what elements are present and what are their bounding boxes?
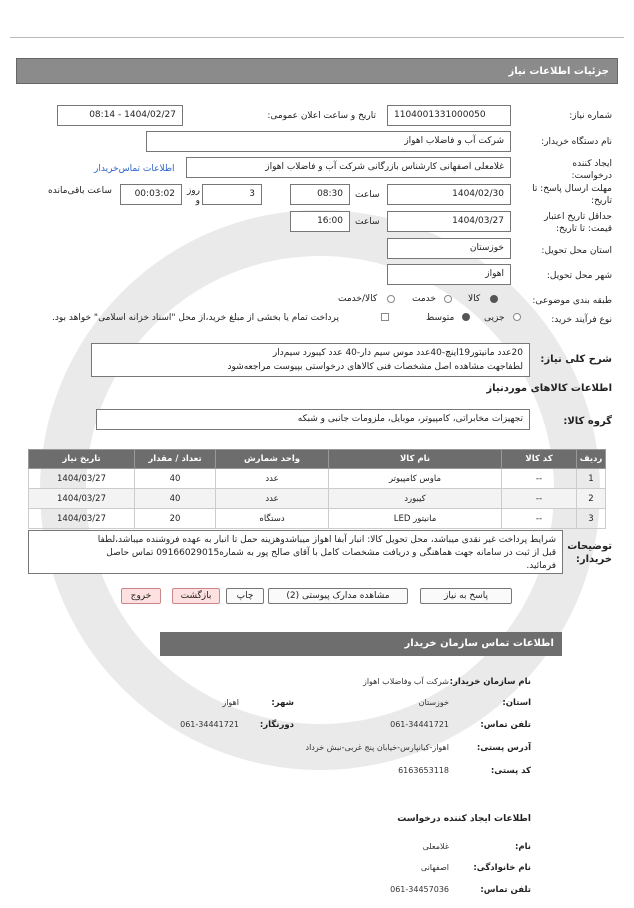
contact-city-value: اهواز (222, 698, 239, 707)
contact-postal-label: کد پستی: (490, 766, 531, 776)
cell-row: 1 (577, 469, 606, 489)
province-field: خوزستان (387, 238, 511, 259)
category-option-service: خدمت (412, 294, 436, 304)
items-table-wrapper (28, 449, 606, 529)
category-label: طبقه بندی موضوعی: (532, 296, 612, 306)
col-qty: تعداد / مقدار (135, 450, 216, 469)
buyer-notes-line-2: قبل از ثبت در سامانه جهت هماهنگی و دریافت مشخصات کامل با آقای صالح پور به شماره09166029015 تماس حاصل (106, 548, 556, 558)
announce-field: 1404/02/27 - 08:14 (57, 105, 183, 126)
table-row (29, 509, 606, 529)
print-button[interactable]: چاپ (226, 588, 264, 604)
creator-phone-label: تلفن تماس: (480, 885, 531, 895)
cell-date: 1404/03/27 (29, 509, 135, 529)
exit-button[interactable]: خروج (121, 588, 161, 604)
table-row (29, 489, 606, 509)
col-code: کد کالا (502, 450, 577, 469)
process-radio-minor[interactable] (513, 313, 521, 321)
goods-group-field: تجهیزات مخابراتی، کامپیوتر، موبایل، ملزومات جانبی و شبکه (96, 409, 530, 430)
city-field: اهواز (387, 264, 511, 285)
cell-code: -- (502, 509, 577, 529)
top-divider (10, 37, 624, 38)
province-label: استان محل تحویل: (541, 246, 612, 256)
payment-note: پرداخت تمام یا بخشی از مبلغ خرید،از محل "اسناد خزانه اسلامی" خواهد بود. (52, 313, 340, 323)
goods-group-label: گروه کالا: (563, 416, 612, 427)
contact-postal-value: 6163653118 (398, 766, 449, 775)
deadline-time-field: 08:30 (290, 184, 350, 205)
creator-field: غلامعلی اصفهانی کارشناس بازرگانی شرکت آب و فاضلاب اهواز (186, 157, 511, 178)
contact-fax-value: 061-34441721 (180, 720, 239, 729)
buyer-notes-line-3: فرمائید. (526, 561, 556, 571)
announce-label: تاریخ و ساعت اعلان عمومی: (267, 111, 376, 121)
cell-date: 1404/03/27 (29, 469, 135, 489)
deadline-date-field: 1404/02/30 (387, 184, 511, 205)
col-unit: واحد شمارش (216, 450, 329, 469)
remaining-field: 00:03:02 (120, 184, 182, 205)
payment-checkbox[interactable] (381, 313, 389, 321)
buyer-contact-link[interactable]: اطلاعات تماس‌خریدار (94, 164, 175, 174)
cell-unit: عدد (216, 469, 329, 489)
process-label: نوع فرآیند خرید: (551, 315, 612, 325)
contact-header: اطلاعات تماس سازمان خریدار (160, 632, 562, 656)
buyer-notes-label: توضیحات خریدار: (567, 541, 612, 565)
creator-name-label: نام: (514, 842, 531, 852)
need-number-label: شماره نیاز: (569, 111, 612, 121)
buyer-notes-line-1: شرایط پرداخت غیر نقدی میباشد، محل تحویل کالا: انبار آبفا اهواز میباشدوهزینه حمل تا انبار به عهده فروشنده میباشد،لطفا (97, 535, 556, 545)
cell-unit: دستگاه (216, 509, 329, 529)
days-label: روز و (186, 186, 200, 206)
cell-row: 3 (577, 509, 606, 529)
buyer-org-field: شرکت آب و فاضلاب اهواز (146, 131, 511, 152)
cell-name: کیبورد (329, 489, 502, 509)
buyer-org-label: نام دستگاه خریدار: (541, 137, 612, 147)
general-desc-field (91, 343, 530, 377)
creator-family-value: اصفهانی (420, 863, 449, 872)
back-button[interactable]: بازگشت (172, 588, 220, 604)
contact-phone-label: تلفن تماس: (480, 720, 531, 730)
col-date: تاریخ نیاز (29, 450, 135, 469)
category-option-goods: کالا (468, 294, 481, 304)
contact-fax-label: دورنگار: (259, 720, 294, 730)
creator-info-title: اطلاعات ایجاد کننده درخواست (397, 814, 531, 824)
respond-button[interactable]: پاسخ به نیاز (420, 588, 512, 604)
contact-phone-value: 061-34441721 (390, 720, 449, 729)
cell-qty: 40 (135, 469, 216, 489)
process-option-minor: جزیی (484, 313, 505, 323)
category-radio-goods[interactable] (490, 295, 498, 303)
process-option-medium: متوسط (426, 313, 455, 323)
org-name-label: نام سازمان خریدار: (449, 677, 531, 687)
general-desc-line-1: 20عدد مانیتور19اینچ-40عدد موس سیم دار-40 عدد کیبورد سیم‌دار (272, 348, 523, 358)
attachments-button[interactable]: مشاهده مدارک پیوستی (2) (268, 588, 408, 604)
contact-province-value: خوزستان (418, 698, 449, 707)
table-row (29, 469, 606, 489)
creator-family-label: نام خانوادگی: (473, 863, 531, 873)
cell-code: -- (502, 469, 577, 489)
cell-name: مانیتور LED (329, 509, 502, 529)
price-validity-time-label: ساعت (355, 217, 380, 227)
buyer-notes-field (28, 530, 563, 574)
process-radio-medium[interactable] (462, 313, 470, 321)
price-validity-time-field: 16:00 (290, 211, 350, 232)
days-field: 3 (202, 184, 262, 205)
cell-code: -- (502, 489, 577, 509)
remaining-label: ساعت باقی‌مانده (48, 186, 112, 196)
cell-qty: 40 (135, 489, 216, 509)
price-validity-date-field: 1404/03/27 (387, 211, 511, 232)
contact-city-label: شهر: (271, 698, 294, 708)
city-label: شهر محل تحویل: (546, 271, 612, 281)
category-radio-service[interactable] (444, 295, 452, 303)
price-validity-label: حداقل تاریخ اعتبار قیمت: تا تاریخ: (544, 212, 612, 234)
org-name-value: شرکت آب وفاضلاب اهواز (362, 677, 449, 686)
general-desc-label: شرح کلی نیاز: (540, 354, 612, 365)
cell-qty: 20 (135, 509, 216, 529)
category-option-both: کالا/خدمت (338, 294, 378, 304)
creator-label: ایجاد کننده درخواست: (571, 159, 612, 181)
cell-unit: عدد (216, 489, 329, 509)
creator-phone-value: 061-34457036 (390, 885, 449, 894)
need-number-field: 1104001331000050 (387, 105, 511, 126)
cell-date: 1404/03/27 (29, 489, 135, 509)
page-header: جزئیات اطلاعات نیاز (16, 58, 618, 84)
col-row: ردیف (577, 450, 606, 469)
contact-address-label: آدرس پستی: (476, 743, 531, 753)
items-table (28, 449, 606, 529)
deadline-label: مهلت ارسال پاسخ: تا تاریخ: (532, 184, 612, 206)
contact-province-label: استان: (502, 698, 531, 708)
cell-row: 2 (577, 489, 606, 509)
creator-name-value: غلامعلی (422, 842, 449, 851)
items-table-header (29, 450, 606, 469)
deadline-time-label: ساعت (355, 190, 380, 200)
goods-info-title: اطلاعات کالاهای موردنیاز (486, 383, 612, 394)
general-desc-line-2: لطفاجهت مشاهده اصل مشخصات فنی کالاهای درخواستی بپیوست مراجعه‌شود (227, 362, 523, 372)
col-name: نام کالا (329, 450, 502, 469)
cell-name: ماوس کامپیوتر (329, 469, 502, 489)
contact-address-value: اهواز-کیانپارس-خیابان پنج غربی-نبش خرداد (305, 743, 449, 752)
category-radio-both[interactable] (387, 295, 395, 303)
